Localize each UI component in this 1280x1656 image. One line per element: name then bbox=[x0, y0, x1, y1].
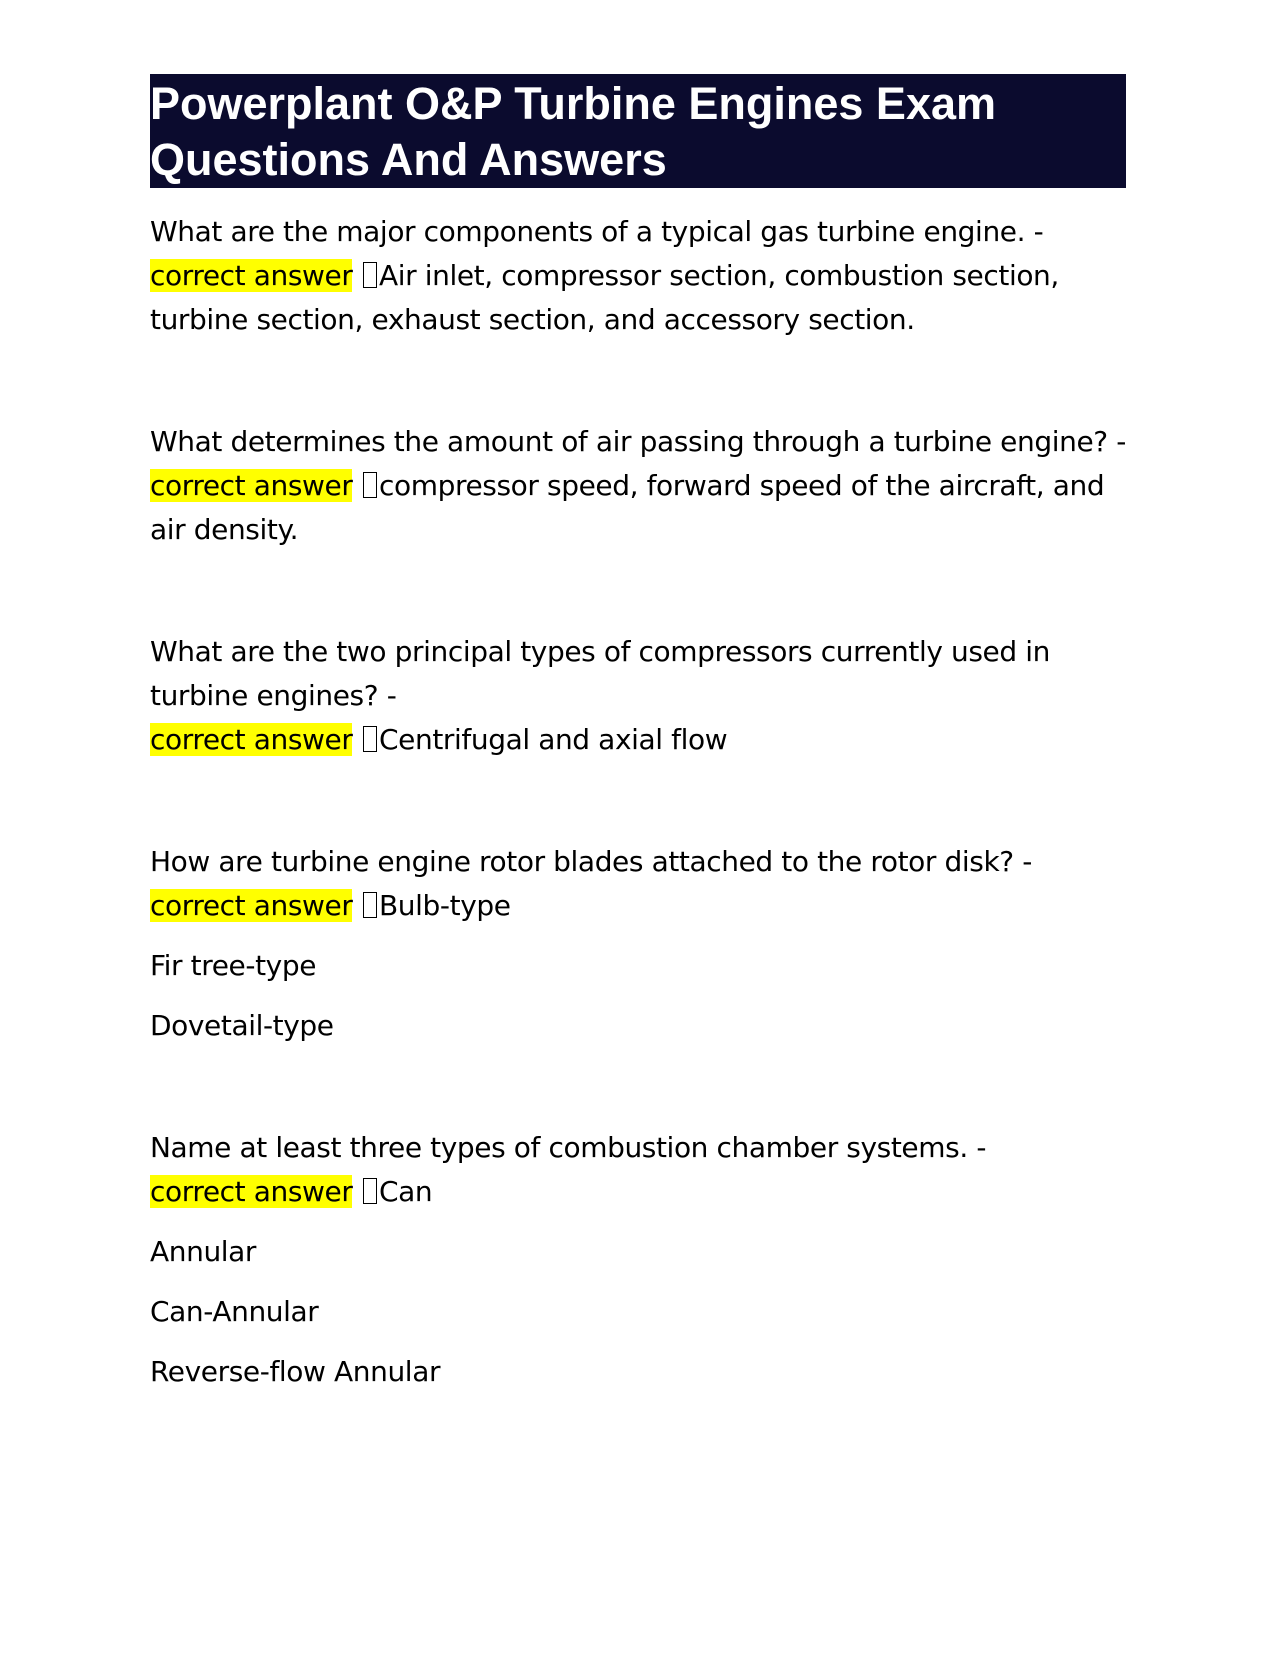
answer-extra-line: Annular bbox=[150, 1235, 257, 1268]
answer-extra-line: Reverse-flow Annular bbox=[150, 1355, 441, 1388]
document-page bbox=[150, 74, 1126, 1394]
question-text: Name at least three types of combustion chamber systems. - bbox=[150, 1131, 987, 1164]
correct-answer-label: correct answer bbox=[150, 889, 353, 922]
question-text: What are the major components of a typical gas turbine engine. - bbox=[150, 215, 1044, 248]
question-text: What determines the amount of air passing through a turbine engine? - bbox=[150, 425, 1126, 458]
missing-glyph-icon bbox=[363, 726, 377, 752]
qa-item-1 bbox=[150, 210, 1126, 342]
document-title: Powerplant O&P Turbine Engines Exam Questions And Answers bbox=[150, 74, 1126, 188]
missing-glyph-icon bbox=[363, 472, 377, 498]
correct-answer-label: correct answer bbox=[150, 723, 353, 756]
qa-item-4 bbox=[150, 840, 1126, 1048]
question-text: How are turbine engine rotor blades attached to the rotor disk? - bbox=[150, 845, 1032, 878]
missing-glyph-icon bbox=[363, 1178, 377, 1204]
answer-text: compressor speed, forward speed of the aircraft, and air density. bbox=[150, 469, 1105, 546]
answer-text: Centrifugal and axial flow bbox=[379, 723, 728, 756]
correct-answer-label: correct answer bbox=[150, 1175, 353, 1208]
answer-text: Air inlet, compressor section, combustion section, turbine section, exhaust section, and accessory section. bbox=[150, 259, 1059, 336]
correct-answer-label: correct answer bbox=[150, 469, 353, 502]
qa-item-5 bbox=[150, 1126, 1126, 1394]
missing-glyph-icon bbox=[363, 262, 377, 288]
correct-answer-label: correct answer bbox=[150, 259, 353, 292]
answer-extra-line: Fir tree-type bbox=[150, 949, 317, 982]
missing-glyph-icon bbox=[363, 892, 377, 918]
qa-item-3 bbox=[150, 630, 1126, 762]
answer-extra-line: Can-Annular bbox=[150, 1295, 319, 1328]
answer-extra-line: Dovetail-type bbox=[150, 1009, 334, 1042]
qa-item-2 bbox=[150, 420, 1126, 552]
answer-text: Bulb-type bbox=[379, 889, 511, 922]
question-text: What are the two principal types of compressors currently used in turbine engines? - bbox=[150, 635, 1050, 712]
answer-text: Can bbox=[379, 1175, 433, 1208]
